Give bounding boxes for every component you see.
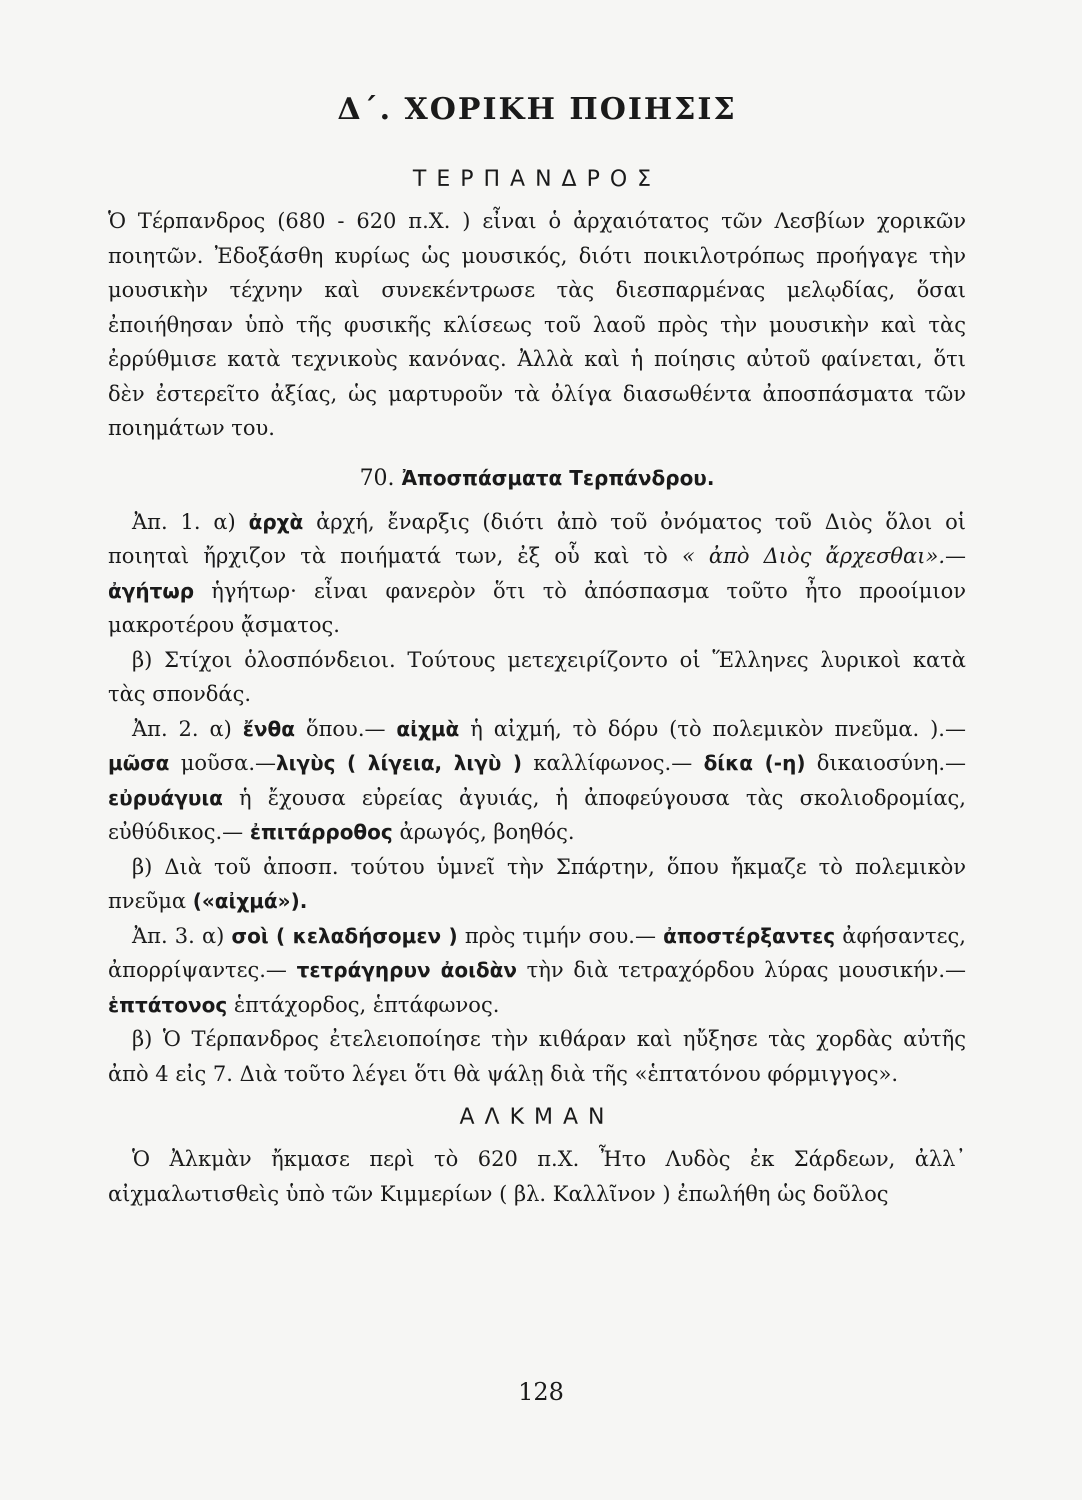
- author-heading-alkman: ΑΛΚΜΑΝ: [459, 1105, 615, 1130]
- section-title-text: Ἀποσπάσματα Τερπάνδρου.: [401, 465, 715, 490]
- author-heading-terpandros: ΤΕΡΠΑΝΔΡΟΣ: [412, 167, 662, 192]
- page-content: [108, 92, 966, 1211]
- alkman-intro: Ὁ Ἀλκμὰν ἤκμασε περὶ τὸ 620 π.Χ. Ἦτο Λυδὸς ἐκ Σάρδεων, ἀλλ᾽ αἰχμαλωτισθεὶς ὑπὸ τῶν Κιμμερίων ( βλ. Καλλῖνον ) ἐπωλήθη ὡς δοῦλος: [108, 1147, 966, 1206]
- fragment-3a: Ἀπ. 3. α) σοὶ ( κελαδήσομεν ) πρὸς τιμήν σου.— ἀποστέρξαντες ἀφήσαντες, ἀπορρίψαντες.— τετράγηρυν ἀοιδὰν τὴν διὰ τετραχόρδου λύρας μουσικήν.— ἑπτάτονος ἑπτάχορδος, ἑπτάφωνος.: [108, 923, 966, 1017]
- fragment-2b: β) Διὰ τοῦ ἀποσπ. τούτου ὑμνεῖ τὴν Σπάρτην, ὅπου ἤκμαζε τὸ πολεμικὸν πνεῦμα («αἰχμά»).: [108, 854, 966, 913]
- fragment-2a: Ἀπ. 2. α) ἔνθα ὅπου.— αἰχμὰ ἡ αἰχμή, τὸ δόρυ (τὸ πολεμικὸν πνεῦμα. ).—μῶσα μοῦσα.—λιγὺς ( λίγεια, λιγὺ ) καλλίφωνος.— δίκα (-η) δικαιοσύνη.— εὐρυάγυια ἡ ἔχουσα εὐρείας ἀγυιάς, ἡ ἀποφεύγουσα τὰς σκολιοδρομίας, εὐθύδικος.— ἐπιτάρροθος ἀρωγός, βοηθός.: [108, 716, 966, 844]
- fragment-1b: β) Στίχοι ὁλοσπόνδειοι. Τούτους μετεχειρίζοντο οἱ Ἕλληνες λυρικοὶ κατὰ τὰς σπονδάς.: [108, 647, 966, 706]
- fragment-1a: Ἀπ. 1. α) ἀρχὰ ἀρχή, ἔναρξις (διότι ἀπὸ τοῦ ὀνόματος τοῦ Διὸς ὅλοι οἱ ποιηταὶ ἤρχιζον τὰ ποιήματά των, ἐξ οὗ καὶ τὸ « ἀπὸ Διὸς ἄρχεσθαι».— ἀγήτωρ ἡγήτωρ· εἶναι φανερὸν ὅτι τὸ ἀπόσπασμα τοῦτο ἦτο προοίμιον μακροτέρου ᾄσματος.: [108, 509, 966, 637]
- section-number: 70.: [359, 465, 395, 491]
- fragment-3b: β) Ὁ Τέρπανδρος ἐτελειοποίησε τὴν κιθάραν καὶ ηὔξησε τὰς χορδὰς αὐτῆς ἀπὸ 4 εἰς 7. Διὰ τοῦτο λέγει ὅτι θὰ ψάλῃ διὰ τῆς «ἑπτατόνου φόρμιγγος».: [108, 1027, 966, 1086]
- chapter-heading: Δ΄. ΧΟΡΙΚΗ ΠΟΙΗΣΙΣ: [337, 92, 737, 127]
- section-title: [108, 466, 966, 491]
- terpandros-intro: Ὁ Τέρπανδρος (680 - 620 π.Χ. ) εἶναι ὁ ἀρχαιότατος τῶν Λεσβίων χορικῶν ποιητῶν. Ἐδοξάσθη κυρίως ὡς μουσικός, διότι ποικιλοτρόπως προήγαγε τὴν μουσικὴν τέχνην καὶ συνεκέντρωσε τὰς διεσπαρμένας μελῳδίας, ὅσαι ἐποιήθησαν ὑπὸ τῆς φυσικῆς κλίσεως τοῦ λαοῦ πρὸς τὴν μουσικὴν καὶ τὰς ἐρρύθμισε κατὰ τεχνικοὺς κανόνας. Ἀλλὰ καὶ ἡ ποίησις αὐτοῦ φαίνεται, ὅτι δὲν ἐστερεῖτο ἀξίας, ὡς μαρτυροῦν τὰ ὀλίγα διασωθέντα ἀποσπάσματα τῶν ποιημάτων του.: [108, 209, 966, 440]
- page-number: 128: [518, 1378, 564, 1406]
